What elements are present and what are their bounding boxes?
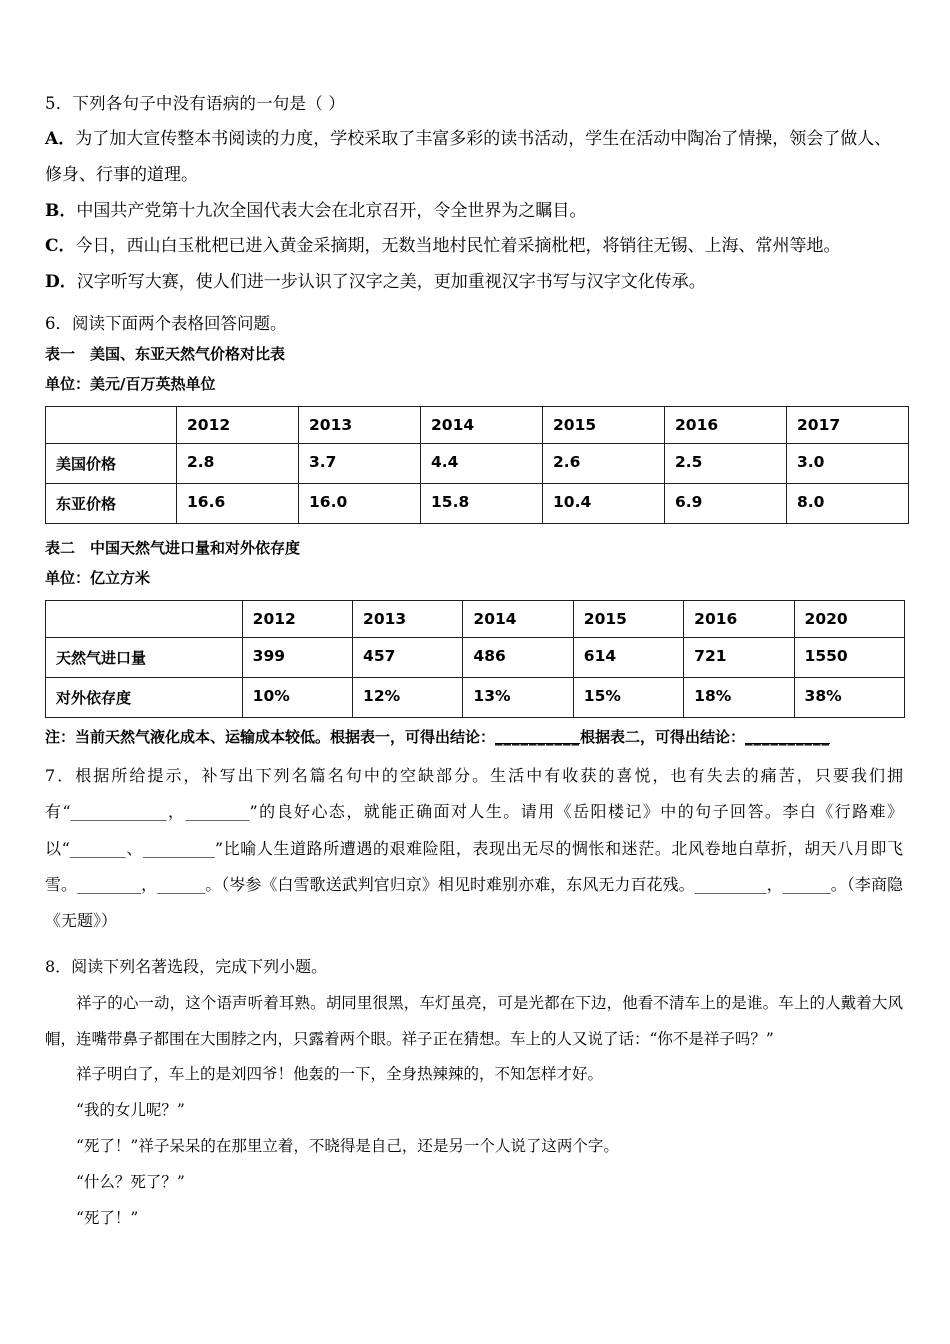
question-5-option-b [45, 194, 903, 230]
table-cell: 12% [353, 678, 463, 718]
table-cell: 16.0 [299, 483, 421, 523]
table-two-col-2013: 2013 [353, 601, 463, 638]
option-c-marker: C． [45, 236, 76, 257]
table-two-col-2015: 2015 [573, 601, 683, 638]
question-5-option-c [45, 229, 903, 265]
table-cell: 399 [242, 638, 352, 678]
story-dialogue-1: “我的女儿呢？” [76, 1101, 185, 1120]
story-dialogue-3: “什么？死了？” [76, 1173, 185, 1192]
table-cell: 13% [463, 678, 573, 718]
question-8-stem: 8．阅读下列名著选段，完成下列小题。 [45, 956, 328, 976]
story-paragraph-1: 祥子的心一动，这个语声听着耳熟。胡同里很黑，车灯虽亮，可是光都在下边，他看不清车上的是谁。车上的人戴着大风帽，连嘴带鼻子都围在大围脖之内，只露着两个眼。祥子正在猜想。车上的人又说了话：“你不是祥子吗？” [45, 993, 903, 1048]
story-paragraph-2: 祥子明白了，车上的是刘四爷！他轰的一下，全身热辣辣的，不知怎样才好。 [76, 1065, 604, 1084]
question-7-text: 7．根据所给提示，补写出下列名篇名句中的空缺部分。生活中有收获的喜悦，也有失去的痛苦，只要我们拥有“____________，________”的良好心态，就能正确面对人生。请用《岳阳楼记》中的句子回答。李白《行路难》以“_______、_________”比喻人生道路所遭遇的艰难险阻，表现出无尽的惆怅和迷茫。北风卷地白草折，胡天八月即飞雪。________，______。（岑参《白雪歌送武判官归京》相见时难别亦难，东风无力百花残。_________，______。（李商隐《无题》） [45, 765, 903, 931]
gas-import-dependency-table [45, 600, 905, 718]
table-one-col-2013: 2013 [299, 406, 421, 443]
page-content [45, 88, 903, 1237]
table-two-caption: 表二 中国天然气进口量和对外依存度 [45, 538, 301, 557]
table-one-col-2017: 2017 [787, 406, 909, 443]
table-cell: 10% [242, 678, 352, 718]
option-b-marker: B． [45, 200, 77, 221]
table-two-unit: 单位：亿立方米 [45, 569, 151, 588]
table-cell: 1550 [794, 638, 904, 678]
table-one-unit: 单位：美元/百万英热单位 [45, 374, 216, 393]
table-cell: 16.6 [177, 483, 299, 523]
table-two-col-2020: 2020 [794, 601, 904, 638]
question-5-stem: 5．下列各句子中没有语病的一句是（ ） [45, 94, 346, 113]
table-one-row-label-us-price: 美国价格 [46, 443, 177, 483]
question-5-option-d [45, 265, 903, 301]
table-cell: 38% [794, 678, 904, 718]
table-note-blank-two: __________ [745, 728, 831, 747]
table-two-row-label-import-volume: 天然气进口量 [46, 638, 243, 678]
question-5-option-a [45, 122, 903, 193]
table-cell: 2.6 [543, 443, 665, 483]
table-cell: 614 [573, 638, 683, 678]
table-row-header [46, 601, 905, 638]
table-row [46, 638, 905, 678]
story-dialogue-4: “死了！” [76, 1209, 139, 1228]
table-row-header [46, 406, 909, 443]
table-note-middle: 根据表二，可得出结论： [580, 728, 746, 747]
table-row [46, 443, 909, 483]
table-one-col-2016: 2016 [665, 406, 787, 443]
table-note-prefix: 注：当前天然气液化成本、运输成本较低。根据表一，可得出结论： [45, 728, 496, 747]
gas-price-comparison-table [45, 406, 909, 524]
table-one-row-label-east-asia-price: 东亚价格 [46, 483, 177, 523]
table-one-caption: 表一 美国、东亚天然气价格对比表 [45, 344, 286, 363]
option-d-marker: D． [45, 271, 77, 292]
table-two-row-label-dependency: 对外依存度 [46, 678, 243, 718]
table-two-col-2012: 2012 [242, 601, 352, 638]
table-one-col-2012: 2012 [177, 406, 299, 443]
table-cell: 457 [353, 638, 463, 678]
table-cell: 18% [684, 678, 794, 718]
table-cell: 2.5 [665, 443, 787, 483]
option-b-text: 中国共产党第十九次全国代表大会在北京召开，令全世界为之瞩目。 [76, 200, 587, 221]
table-cell: 15% [573, 678, 683, 718]
table-cell: 10.4 [543, 483, 665, 523]
option-a-marker: A． [45, 129, 76, 150]
story-dialogue-2: “死了！”祥子呆呆的在那里立着，不晓得是自己，还是另一个人说了这两个字。 [76, 1137, 619, 1156]
option-d-text: 汉字听写大赛，使人们进一步认识了汉字之美，更加重视汉字书写与汉字文化传承。 [76, 271, 706, 292]
table-cell: 2.8 [177, 443, 299, 483]
table-one-corner-cell [46, 406, 177, 443]
table-cell: 15.8 [421, 483, 543, 523]
option-c-text: 今日，西山白玉枇杷已进入黄金采摘期，无数当地村民忙着采摘枇杷，将销往无锡、上海、常州等地。 [75, 236, 841, 257]
table-cell: 4.4 [421, 443, 543, 483]
table-cell: 486 [463, 638, 573, 678]
table-two-corner-cell [46, 601, 243, 638]
table-cell: 721 [684, 638, 794, 678]
table-one-col-2015: 2015 [543, 406, 665, 443]
table-cell: 6.9 [665, 483, 787, 523]
table-row [46, 678, 905, 718]
table-note-blank-one: __________ [495, 728, 581, 747]
question-6-stem: 6．阅读下面两个表格回答问题。 [45, 313, 287, 333]
table-cell: 3.7 [299, 443, 421, 483]
table-cell: 8.0 [787, 483, 909, 523]
table-two-col-2016: 2016 [684, 601, 794, 638]
table-cell: 3.0 [787, 443, 909, 483]
option-a-text: 为了加大宣传整本书阅读的力度，学校采取了丰富多彩的读书活动，学生在活动中陶冶了情操，领会了做人、修身、行事的道理。 [45, 129, 892, 185]
table-note [45, 723, 903, 752]
table-one-col-2014: 2014 [421, 406, 543, 443]
table-row [46, 483, 909, 523]
table-two-col-2014: 2014 [463, 601, 573, 638]
